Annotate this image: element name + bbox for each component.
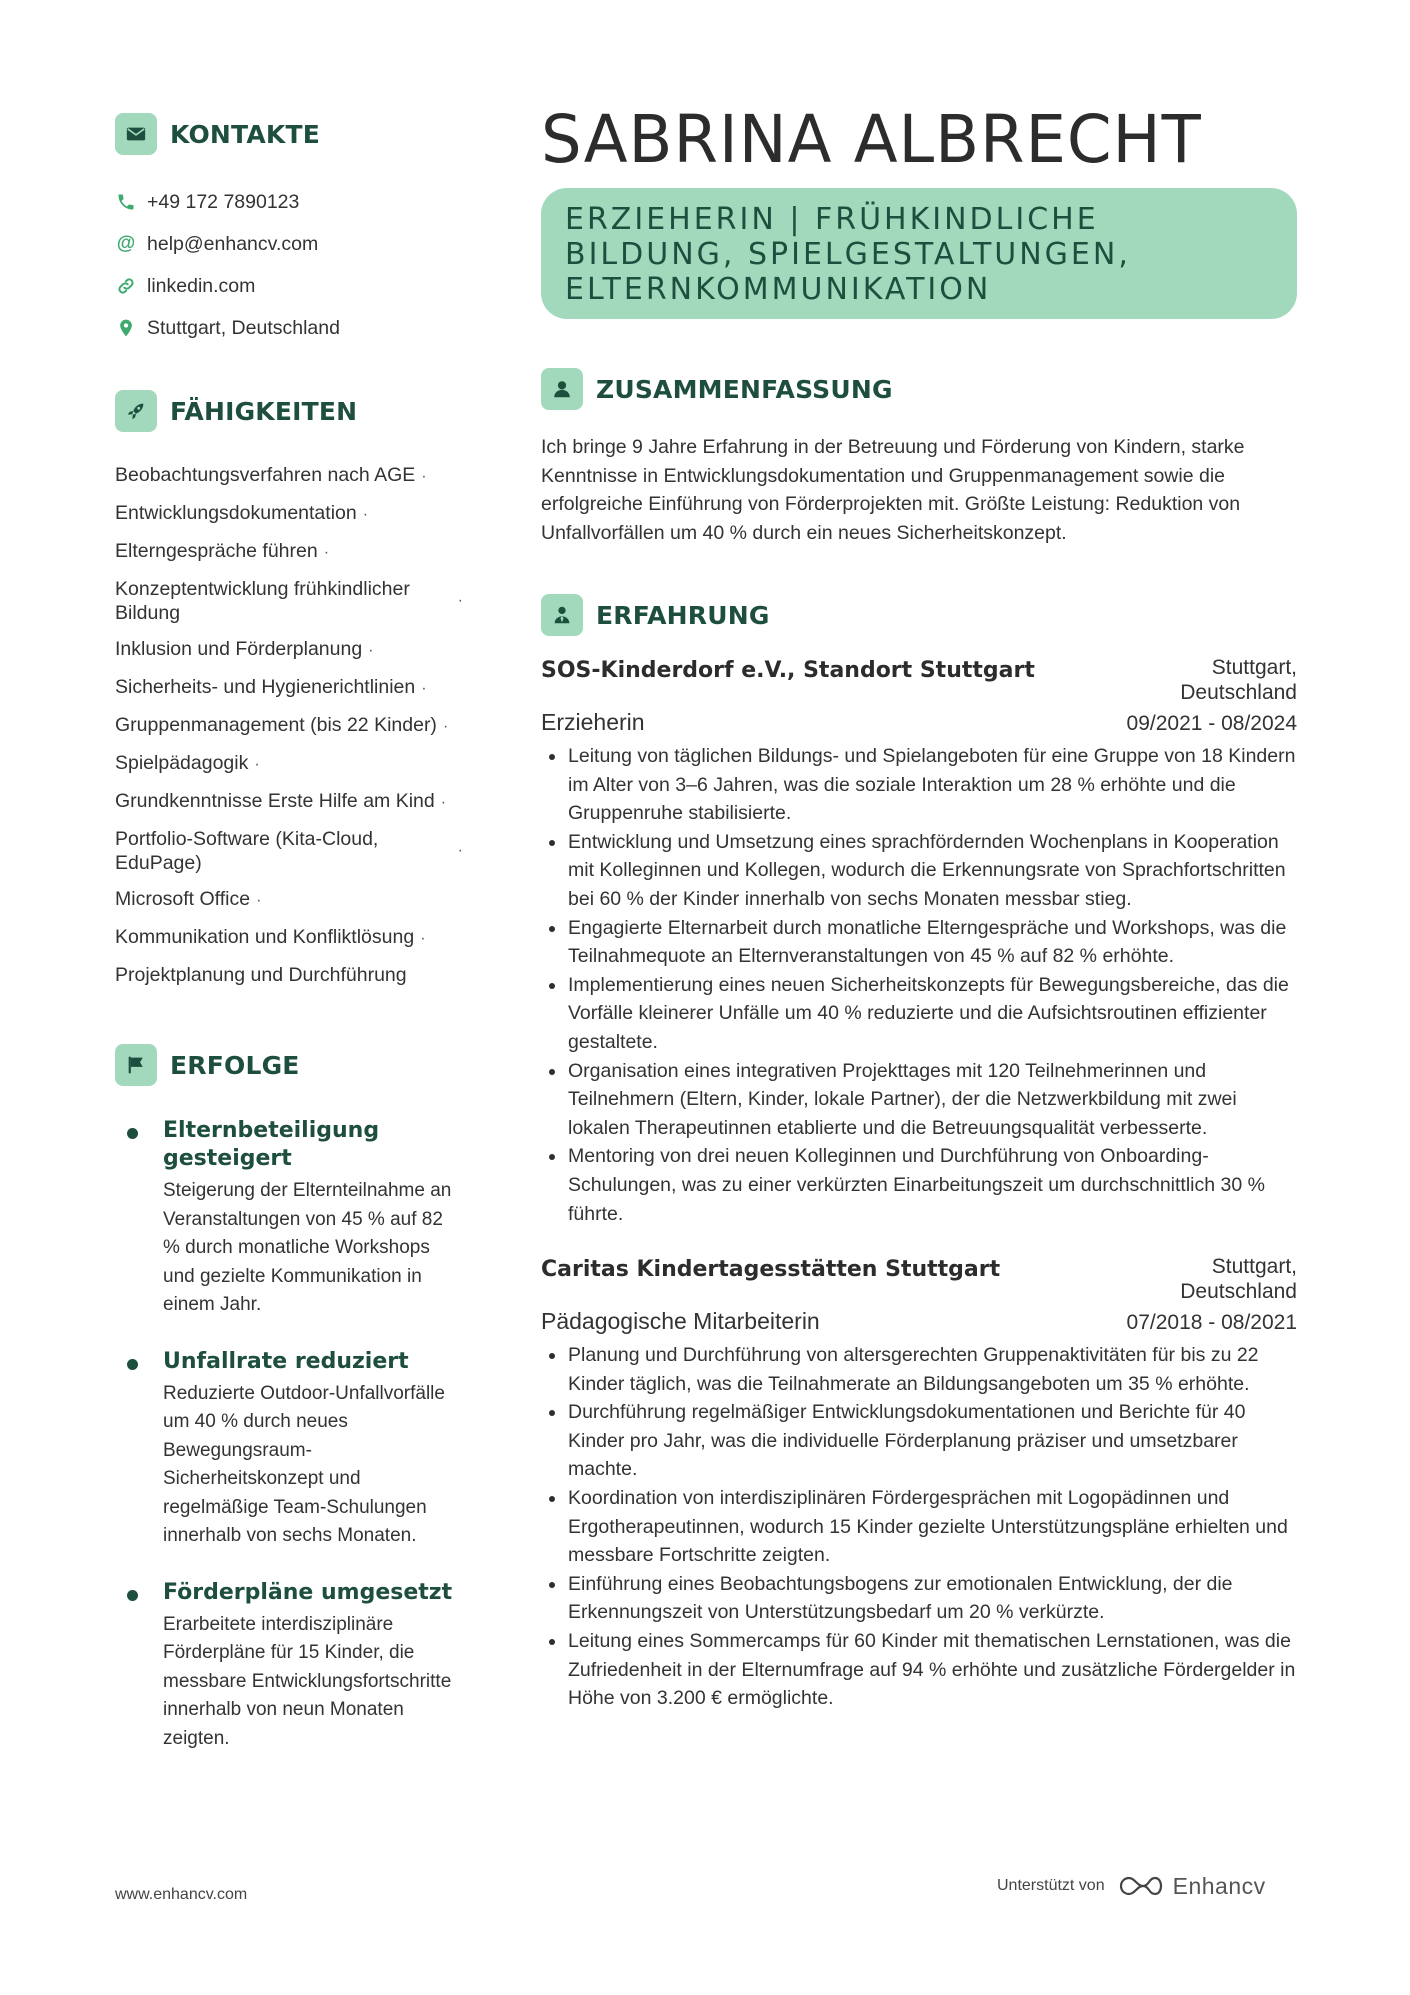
job-subheader	[541, 1306, 1297, 1337]
enhancv-logo-icon	[1117, 1872, 1165, 1900]
company-name: Caritas Kindertagesstätten Stuttgart	[541, 1257, 1001, 1283]
job-bullet: Mentoring von drei neuen Kolleginnen und Durchführung von Onboarding-Schulungen, was zu einer verkürzten Einarbeitungszeit um durchschnittlich 30 % führte.	[541, 1142, 1297, 1228]
skills-heading: FÄHIGKEITEN	[170, 396, 358, 426]
skill-item	[115, 881, 465, 919]
bullet-dot	[127, 1590, 138, 1601]
job-role: Erzieherin	[541, 709, 645, 735]
skill-item	[115, 669, 465, 707]
job-bullet: Durchführung regelmäßiger Entwicklungsdokumentationen und Berichte für 40 Kinder pro Jahr, was die individuelle Förderplanung präziser und umsetzbarer machte.	[541, 1398, 1297, 1484]
contacts-section-header	[115, 112, 475, 156]
job-bullet: Entwicklung und Umsetzung eines sprachfördernden Wochenplans in Kooperation mit Kolleginnen und Kollegen, wodurch die Erkennungsrate von Sprachfortschritten bei 60 % der Kinder innerhalb von sechs Monaten messbar stieg.	[541, 828, 1297, 914]
achievement-item	[115, 1348, 475, 1551]
skill-item	[115, 919, 465, 957]
user-icon	[541, 368, 583, 410]
skill-separator: ·	[368, 642, 374, 659]
skill-label: Elterngespräche führen	[115, 540, 318, 562]
skill-separator: ·	[420, 930, 426, 947]
skill-label: Kommunikation und Konfliktlösung	[115, 926, 415, 948]
contact-linkedin	[115, 265, 475, 307]
company-name: SOS-Kinderdorf e.V., Standort Stuttgart	[541, 658, 1035, 683]
skill-label: Microsoft Office	[115, 888, 251, 910]
summary-text: Ich bringe 9 Jahre Erfahrung in der Betreuung und Förderung von Kindern, starke Kenntnisse in Entwicklungsdokumentation und Gruppenmanagement sowie die erfolgreiche Einführung von Förderprojekten mit. Größte Leistung: Reduktion von Unfallvorfällen um 40 % durch ein neues Sicherheitskonzept.	[541, 436, 1245, 544]
achievements-list	[115, 1117, 475, 1753]
summary-section-header	[541, 367, 1301, 411]
skill-item	[115, 533, 465, 571]
achievement-title: Förderpläne umgesetzt	[163, 1579, 453, 1605]
left-column	[115, 112, 475, 1781]
skill-item	[115, 495, 465, 533]
map-pin-icon	[115, 317, 137, 339]
job-bullets	[541, 742, 1297, 1228]
job-location: Stuttgart, Deutschland	[1180, 1255, 1297, 1304]
job-bullet: Planung und Durchführung von altersgerechten Gruppenaktivitäten für bis zu 22 Kinder täglich, was die Teilnahmerate an Bildungsangeboten um 35 % erhöhte.	[541, 1341, 1297, 1398]
achievement-title: Elternbeteiligung gesteigert	[163, 1118, 380, 1171]
skill-item	[115, 783, 465, 821]
skill-item	[115, 707, 465, 745]
job-dates: 09/2021 - 08/2024	[1126, 712, 1297, 735]
job-role: Pädagogische Mitarbeiterin	[541, 1308, 820, 1335]
job-title: ERZIEHERIN | FRÜHKINDLICHE BILDUNG, SPIELGESTALTUNGEN, ELTERNKOMMUNIKATION	[565, 202, 1131, 307]
skill-separator: ·	[457, 842, 463, 859]
contact-phone	[115, 181, 475, 223]
skill-label: Portfolio-Software (Kita-Cloud, EduPage)	[115, 828, 379, 874]
achievement-text: Reduzierte Outdoor-Unfallvorfälle um 40 % durch neues Bewegungsraum-Sicherheitskonzept und regelmäßige Team-Schulungen innerhalb von sechs Monaten.	[163, 1382, 445, 1546]
at-sign-icon: @	[116, 233, 136, 254]
skill-label: Spielpädagogik	[115, 752, 249, 774]
job-header	[541, 1254, 1297, 1304]
summary-heading: ZUSAMMENFASSUNG	[596, 374, 893, 404]
job-location: Stuttgart, Deutschland	[1180, 656, 1297, 704]
achievement-text: Steigerung der Elternteilnahme an Veranstaltungen von 45 % auf 82 % durch monatliche Workshops und gezielte Kommunikation in einem Jahr.	[163, 1180, 452, 1315]
brand-name: Enhancv	[1172, 1872, 1266, 1899]
envelope-icon	[115, 113, 157, 155]
job-bullets	[541, 1341, 1297, 1713]
skill-item	[115, 745, 465, 783]
job-entry	[541, 1254, 1297, 1713]
bullet-dot	[127, 1359, 138, 1370]
contact-location	[115, 307, 475, 349]
job-dates: 07/2018 - 08/2021	[1126, 1311, 1297, 1335]
skill-separator: ·	[323, 544, 330, 561]
skills-section-header	[115, 389, 475, 433]
skill-separator: ·	[362, 506, 369, 523]
skill-item	[115, 957, 465, 993]
rocket-icon	[115, 390, 157, 432]
job-bullet: Koordination von interdisziplinären Fördergesprächen mit Logopädinnen und Ergotherapeutinnen, wodurch 15 Kinder gezielte Unterstützungspläne erhielten und messbare Fortschritte zeigten.	[541, 1484, 1297, 1570]
title-banner	[541, 188, 1297, 319]
skill-separator: ·	[256, 892, 262, 909]
job-bullet: Leitung von täglichen Bildungs- und Spielangeboten für eine Gruppe von 18 Kindern im Alter von 3–6 Jahren, was die soziale Interaktion um 28 % erhöhte und die Gruppenruhe stabilisierte.	[541, 742, 1297, 828]
job-bullet: Implementierung eines neuen Sicherheitskonzepts für Bewegungsbereiche, das die Vorfälle kleinerer Unfälle um 40 % reduzierte und die Aufsichtsroutinen effizienter gestaltete.	[541, 971, 1297, 1057]
skill-separator: ·	[254, 756, 260, 773]
achievement-text: Erarbeitete interdisziplinäre Förderpläne für 15 Kinder, die messbare Entwicklungsfortschritte innerhalb von neun Monaten zeigten.	[163, 1613, 452, 1749]
skill-label: Sicherheits- und Hygienerichtlinien	[115, 676, 416, 698]
skill-label: Inklusion und Förderplanung	[115, 638, 363, 660]
skill-label: Grundkenntnisse Erste Hilfe am Kind	[115, 790, 435, 812]
phone-text: +49 172 7890123	[147, 190, 300, 213]
footer-branding	[997, 1872, 1266, 1900]
skill-label: Konzeptentwicklung frühkindlicher Bildung	[115, 578, 410, 624]
location-text: Stuttgart, Deutschland	[147, 316, 340, 339]
achievement-title: Unfallrate reduziert	[163, 1348, 409, 1374]
skill-separator: ·	[421, 468, 427, 485]
skill-item	[115, 631, 465, 669]
briefcase-user-icon	[541, 594, 583, 636]
bullet-dot	[127, 1128, 138, 1139]
skill-item	[115, 571, 465, 631]
skills-list	[115, 457, 475, 993]
skill-item	[115, 821, 465, 881]
job-bullet: Organisation eines integrativen Projekttages mit 120 Teilnehmerinnen und Teilnehmern (Eltern, Kinder, lokale Partner), der die Netzwerkbildung mit zwei lokalen Therapeutinnen etablierte und die Betreuungsqualität verbesserte.	[541, 1057, 1297, 1143]
skill-separator: ·	[440, 794, 447, 811]
right-column	[541, 100, 1301, 1713]
contact-list	[115, 181, 475, 349]
skill-label: Projektplanung und Durchführung	[115, 964, 407, 986]
job-bullet: Engagierte Elternarbeit durch monatliche Elterngespräche und Workshops, was die Teilnahmequote an Elternveranstaltungen von 45 % auf 82 % erhöhte.	[541, 914, 1297, 971]
skill-label: Entwicklungsdokumentation	[115, 502, 357, 524]
job-entry	[541, 655, 1297, 1228]
link-icon	[115, 275, 137, 297]
achievements-section-header	[115, 1043, 475, 1087]
linkedin-text[interactable]: linkedin.com	[147, 274, 256, 297]
job-header	[541, 655, 1297, 705]
experience-section-header	[541, 593, 1301, 637]
skill-separator: ·	[442, 718, 449, 735]
skill-label: Gruppenmanagement (bis 22 Kinder)	[115, 714, 437, 736]
achievements-heading: ERFOLGE	[170, 1050, 300, 1080]
skill-separator: ·	[421, 680, 427, 697]
skill-item	[115, 457, 465, 495]
experience-heading: ERFAHRUNG	[596, 600, 770, 630]
candidate-name: SABRINA ALBRECHT	[541, 101, 1202, 178]
job-bullet: Leitung eines Sommercamps für 60 Kinder mit thematischen Lernstationen, was die Zufriedenheit in der Elternumfrage auf 94 % erhöhte und zusätzliche Fördergelder in Höhe von 3.200 € ermöglichte.	[541, 1627, 1297, 1713]
skill-label: Beobachtungsverfahren nach AGE	[115, 464, 416, 486]
phone-icon	[115, 191, 137, 213]
achievement-item	[115, 1117, 475, 1320]
job-subheader	[541, 707, 1297, 738]
powered-by-text: Unterstützt von	[997, 1877, 1105, 1894]
contacts-heading: KONTAKTE	[170, 119, 320, 149]
flag-icon	[115, 1044, 157, 1086]
skill-separator: ·	[457, 592, 463, 609]
achievement-item	[115, 1579, 475, 1754]
job-bullet: Einführung eines Beobachtungsbogens zur emotionalen Entwicklung, der die Erkennungszeit von Unterstützungsbedarf um 20 % verkürzte.	[541, 1570, 1297, 1627]
contact-email	[115, 223, 475, 265]
footer-website[interactable]: www.enhancv.com	[115, 1886, 248, 1903]
email-text[interactable]: help@enhancv.com	[147, 232, 319, 255]
